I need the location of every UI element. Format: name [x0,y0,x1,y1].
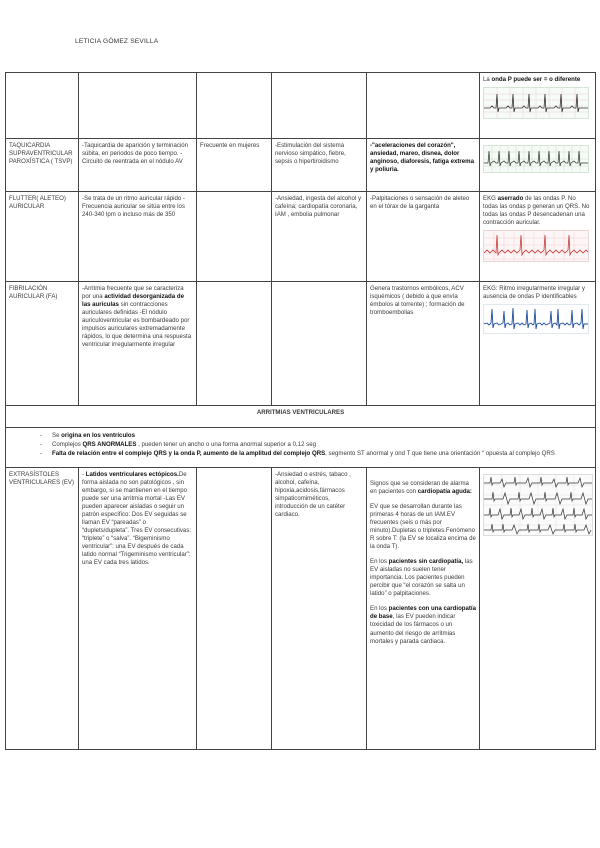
list-item: - Falta de relación entre el complejo QRS y la onda P, aumento de la amplitud del complejo QRS, segmento ST anormal y ond T que tiene una orientación “ opuesta al complejo QRS [52,450,592,458]
flutter-ekg-cell: EKG aserrado de las ondas P. No todas las ondas p generan un QRS. No todas las ondas P desencadenan una contracción auricular. [480,192,596,282]
ev-ecg-cell [480,468,596,750]
ventricular-section-title: ARRITMIAS VENTRICULARES [6,406,596,428]
fa-name: FIBRILACIÓN AURICULAR (FA) [6,282,79,406]
fa-ecg-image [483,304,589,334]
table-row [6,468,596,750]
flutter-name: FLUTTER( ALETEO) AURICULAR [6,192,79,282]
flutter-symptoms: -Palpitaciones o sensación de aleteo en el tórax de la garganta [367,192,480,282]
table-row [6,139,596,192]
author-name: LETICIA GÓMEZ SEVILLA [75,38,159,45]
ventricular-features [6,428,596,468]
fa-description: -Arritmia frecuente que se caracteriza por una actividad desorganizada de las aurículas sin contracciones auriculares definidas -El nódulo auriculoventricular es bombardeado por impulsos auriculares extremadamente rápidos, lo que determina una respuesta ventricular irregularmente irregular [79,282,197,406]
fa-ekg-cell: EKG: Ritmo irregularmente irregular y ausencia de ondas P identificables [480,282,596,406]
ev-signs: Signos que se consideran de alarma en pacientes con cardiopatía aguda: EV que se desarrollan durante las primeras 4 horas de un IAM.EV frecuentes (seis o más por minuto).Dupletas o tripletes.Fenómeno R sobre T: (la EV se localiza encima de la onda T). En los pacientes sin cardiopatía, las EV aisladas no suelen tener importancia. Los pacientes pueden percibir que “el corazón se salta un latido” o palpitaciones. En los pacientes con una cardiopatía de base, las EV pueden indicar toxicidad de los fármacos o un aumento del riesgo de arritmias mortales y parada cardiaca. [367,468,480,750]
ecg-cell: La onda P puede ser = o diferente [480,73,596,139]
list-item: - Se origina en los ventrículos [52,432,592,440]
table-row [6,192,596,282]
table-row [6,406,596,428]
tsvp-ecg-image [483,145,589,173]
table-row [6,428,596,468]
ecg-strip-image [483,87,589,119]
ev-name: EXTRASÍSTOLES VENTRICULARES (EV) [6,468,79,750]
tsvp-ecg-cell [480,139,596,192]
tsvp-description: -Taquicardia de aparición y terminación súbita, en periodos de poco tiempo. -Circuito de reentrada en el nódulo AV [79,139,197,192]
tsvp-causes: -Estimulación del sistema nervioso simpático, fiebre, sepsis o hipertiroidismo [272,139,367,192]
tsvp-name: TAQUICARDIA SUPRAVENTRICULAR PAROXÍSTICA ( TSVP) [6,139,79,192]
table-row [6,282,596,406]
flutter-causes: -Ansiedad, ingesta del alcohol y cafeína; cardiopatía coronaria, IAM , embolia pulmonar [272,192,367,282]
ev-ecg-collage-image [483,474,593,536]
ev-description: - Latidos ventriculares ectópicos.De forma aislada no son patológicos , sin embargo, si se mantienen en el tiempo puede ser una arritmia mortal -Las EV pueden aparecer aisladas o seguir un patrón específico: Dos EV seguidas se llaman EV “pareadas” o “duplets/dupleta”. Tres EV consecutivas: “triplete” o “salva”. “Bigeminismo ventricular”: una EV después de cada latido normal “Trigeminismo ventricular”: una EV cada tres latidos. [79,468,197,750]
fa-complications: Genera trastornos embólicos, ACV isquémicos ( debido a que envía émbolos al torrente) ; formación de tromboembolias [367,282,480,406]
tsvp-symptoms: -"aceleraciones del corazón", ansiedad, mareo, disnea, dolor anginoso, diaforesis, fatiga extrema y poliuria. [367,139,480,192]
tsvp-frequency: Frecuente en mujeres [197,139,272,192]
flutter-description: -Se trata de un ritmo auricular rápido -Frecuencia auricular se sitúa entre los 240-340 lpm o incluso más de 350 [79,192,197,282]
flutter-ecg-image [483,230,589,262]
list-item: - Complejos QRS ANORMALES , pueden tener un ancho o una forma anormal superior a 0,12 seg [52,441,592,449]
ev-causes: -Ansiedad o estrés, tabaco , alcohol, cafeína, hipoxia,acidosis,fármacos simpaticomiméticos, introducción de un catéter cardiaco. [272,468,367,750]
arrhythmia-table [5,72,596,750]
table-row [6,73,596,139]
